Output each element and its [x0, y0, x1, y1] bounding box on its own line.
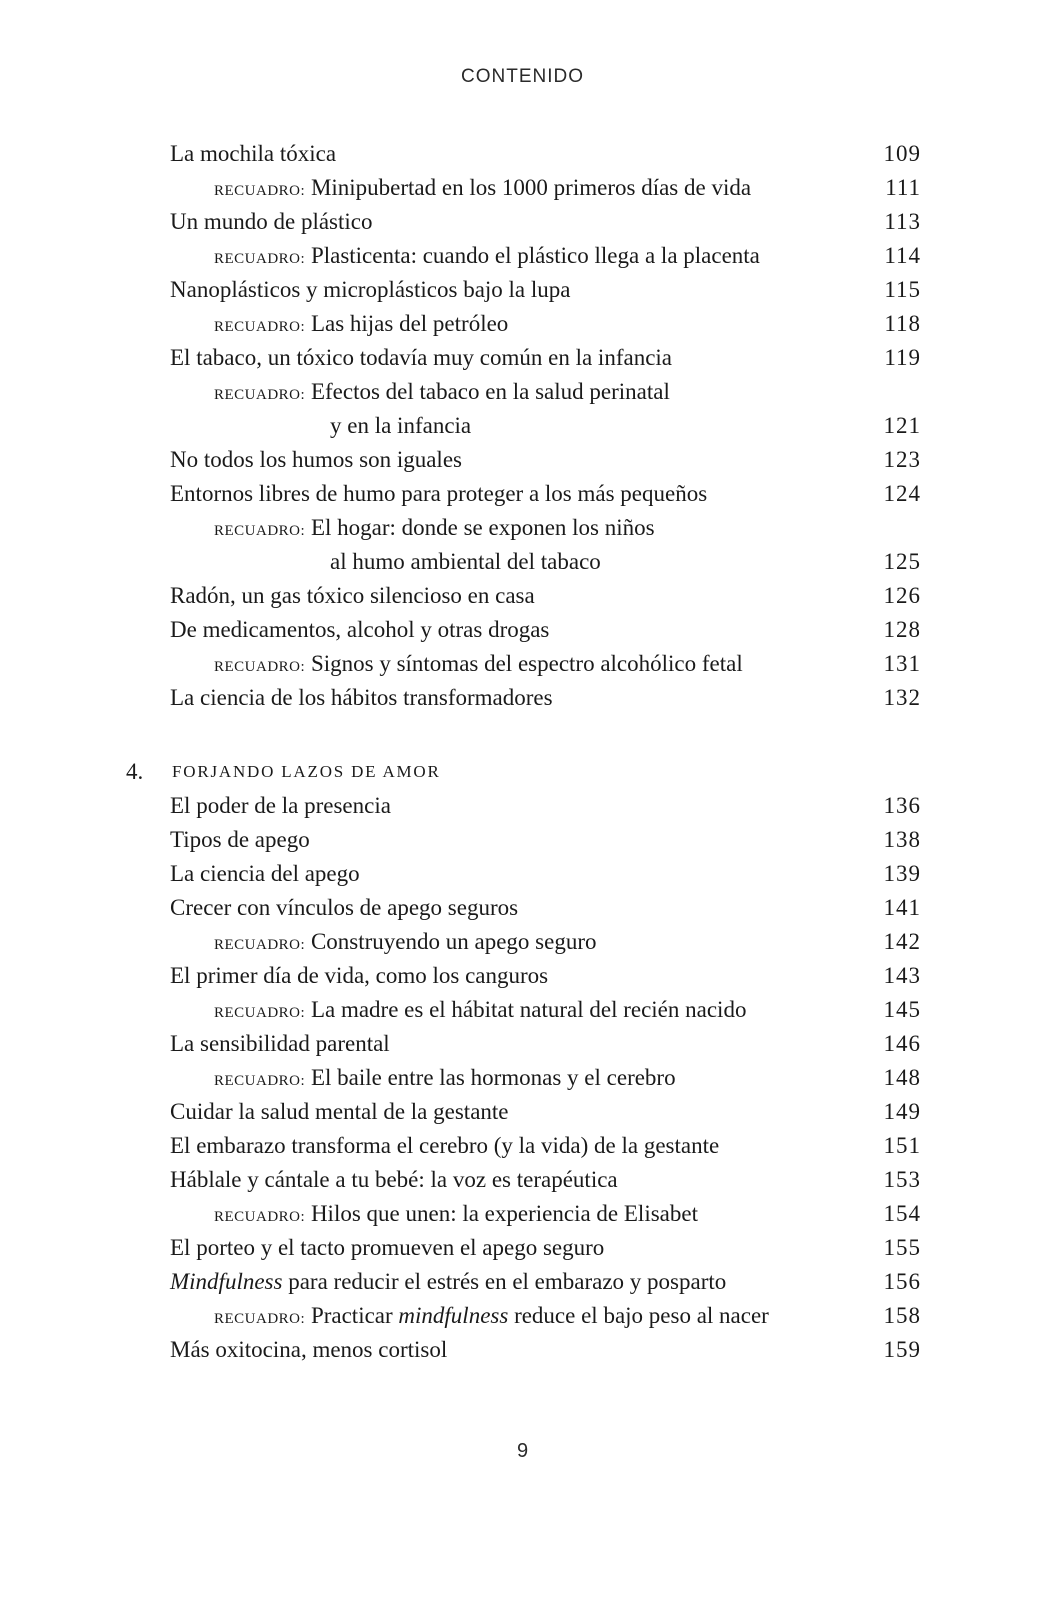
toc-page-number: 124 — [883, 481, 921, 506]
toc-entry-text — [170, 443, 462, 477]
toc-page-number: 131 — [883, 651, 921, 676]
toc-entry-text — [170, 1129, 719, 1163]
toc-entry-title: La mochila tóxica — [170, 141, 337, 166]
toc-entry-title: Practicar — [310, 1303, 399, 1328]
toc-entry-text — [170, 613, 549, 647]
toc-entry — [0, 1095, 1045, 1129]
toc-box-entry — [0, 307, 1045, 341]
toc-entry-text — [330, 409, 471, 443]
page-number: 9 — [516, 1440, 529, 1462]
toc-entry — [0, 613, 1045, 647]
toc-entry-title: Más oxitocina, menos cortisol — [170, 1337, 448, 1362]
toc-entry-title: El hogar: donde se exponen los niños — [310, 515, 655, 540]
toc-box-entry — [0, 1061, 1045, 1095]
toc-entry-title: La ciencia de los hábitos transformadores — [170, 685, 553, 710]
toc-entry-title: El poder de la presencia — [170, 793, 391, 818]
toc-entry-title: y en la infancia — [330, 413, 472, 438]
toc-entry — [0, 681, 1045, 715]
box-label: RECUADRO: — [214, 183, 306, 199]
toc-entry-text — [214, 1299, 769, 1336]
toc-entry-text — [214, 925, 596, 962]
toc-entry — [0, 1231, 1045, 1265]
toc-entry — [0, 1333, 1045, 1367]
toc-page-number: 125 — [883, 549, 921, 574]
toc-entry-text — [170, 1265, 726, 1299]
toc-page-number: 141 — [883, 895, 921, 920]
table-of-contents — [0, 137, 1045, 1367]
toc-entry-text — [170, 1333, 447, 1367]
toc-entry-title: Radón, un gas tóxico silencioso en casa — [170, 583, 535, 608]
toc-entry-text — [170, 273, 571, 307]
toc-page-number: 111 — [885, 175, 921, 200]
toc-box-entry — [0, 925, 1045, 959]
toc-entry-text — [170, 823, 310, 857]
box-label: RECUADRO: — [214, 937, 306, 953]
toc-entry — [0, 857, 1045, 891]
toc-entry — [0, 1027, 1045, 1061]
toc-entry-text — [214, 239, 760, 276]
toc-page-number: 132 — [883, 685, 921, 710]
box-label: RECUADRO: — [214, 319, 306, 335]
toc-entry-title: De medicamentos, alcohol y otras drogas — [170, 617, 550, 642]
toc-box-entry — [0, 171, 1045, 205]
toc-entry — [0, 579, 1045, 613]
toc-entry — [0, 1163, 1045, 1197]
toc-page-number: 115 — [884, 277, 921, 302]
toc-entry-title: El embarazo transforma el cerebro (y la vida) de la gestante — [170, 1133, 720, 1158]
toc-box-entry — [0, 647, 1045, 681]
toc-entry — [0, 1265, 1045, 1299]
toc-box-entry — [0, 1197, 1045, 1231]
toc-entry-text — [214, 375, 670, 412]
toc-page-number: 138 — [883, 827, 921, 852]
toc-page-number: 151 — [883, 1133, 921, 1158]
toc-entry-title: El porteo y el tacto promueven el apego seguro — [170, 1235, 605, 1260]
toc-entry-title: Hilos que unen: la experiencia de Elisabet — [310, 1201, 698, 1226]
running-head: CONTENIDO — [461, 66, 584, 87]
toc-page-number: 146 — [883, 1031, 921, 1056]
toc-entry-text — [170, 959, 548, 993]
box-label: RECUADRO: — [214, 523, 306, 539]
toc-entry-text — [330, 545, 601, 579]
toc-entry-title: Signos y síntomas del espectro alcohólico fetal — [310, 651, 743, 676]
toc-entry-continuation — [0, 409, 1045, 443]
toc-entry-title: La ciencia del apego — [170, 861, 360, 886]
toc-entry — [0, 341, 1045, 375]
toc-page-number: 126 — [883, 583, 921, 608]
toc-entry-text — [214, 171, 751, 208]
toc-page-number: 113 — [884, 209, 921, 234]
toc-entry-title: Efectos del tabaco en la salud perinatal — [310, 379, 670, 404]
toc-entry — [0, 891, 1045, 925]
toc-entry — [0, 205, 1045, 239]
toc-page-number: 158 — [883, 1303, 921, 1328]
toc-entry-text — [170, 579, 535, 613]
toc-page-number: 118 — [884, 311, 921, 336]
toc-page-number: 145 — [883, 997, 921, 1022]
toc-page-number: 149 — [883, 1099, 921, 1124]
toc-page-number: 119 — [884, 345, 921, 370]
toc-entry-title: Tipos de apego — [170, 827, 310, 852]
toc-page-number: 153 — [883, 1167, 921, 1192]
toc-entry-title-rest: para reducir el estrés en el embarazo y posparto — [282, 1269, 727, 1294]
toc-page-number: 148 — [883, 1065, 921, 1090]
toc-entry-title: El baile entre las hormonas y el cerebro — [310, 1065, 676, 1090]
toc-entry-title: Construyendo un apego seguro — [310, 929, 597, 954]
box-label: RECUADRO: — [214, 251, 306, 267]
toc-page-number: 156 — [883, 1269, 921, 1294]
toc-entry-title: Un mundo de plástico — [170, 209, 373, 234]
toc-entry — [0, 273, 1045, 307]
toc-box-entry — [0, 375, 1045, 409]
toc-entry-title: Las hijas del petróleo — [310, 311, 509, 336]
toc-page-number: 139 — [883, 861, 921, 886]
toc-entry-text — [214, 511, 655, 548]
toc-entry — [0, 1129, 1045, 1163]
chapter-heading — [0, 755, 1045, 789]
toc-page-number: 121 — [883, 413, 921, 438]
toc-entry — [0, 477, 1045, 511]
toc-entry-text — [170, 857, 360, 891]
toc-entry — [0, 443, 1045, 477]
section-gap — [0, 715, 1045, 755]
toc-entry-text — [214, 307, 508, 344]
toc-entry-text — [170, 1163, 618, 1197]
toc-entry-title: Plasticenta: cuando el plástico llega a la placenta — [310, 243, 760, 268]
toc-page-number: 136 — [883, 793, 921, 818]
toc-entry — [0, 789, 1045, 823]
toc-box-entry — [0, 511, 1045, 545]
toc-entry-text — [214, 647, 743, 684]
toc-entry-text — [170, 1027, 390, 1061]
toc-entry-title: La madre es el hábitat natural del recién nacido — [310, 997, 747, 1022]
box-label: RECUADRO: — [214, 1073, 306, 1089]
toc-page-number: 114 — [884, 243, 921, 268]
toc-entry-italic: Mindfulness — [170, 1269, 283, 1294]
toc-list-top — [0, 137, 1045, 715]
toc-box-entry — [0, 239, 1045, 273]
toc-entry-continuation — [0, 545, 1045, 579]
toc-entry-title: al humo ambiental del tabaco — [330, 549, 601, 574]
toc-entry-text — [214, 1197, 698, 1234]
toc-page-number: 143 — [883, 963, 921, 988]
box-label: RECUADRO: — [214, 1209, 306, 1225]
toc-page-number: 155 — [883, 1235, 921, 1260]
toc-entry-title: Entornos libres de humo para proteger a los más pequeños — [170, 481, 708, 506]
box-label: RECUADRO: — [214, 1311, 306, 1327]
toc-list-chapter — [0, 789, 1045, 1367]
toc-page-number: 154 — [883, 1201, 921, 1226]
toc-entry — [0, 137, 1045, 171]
toc-entry-title: El tabaco, un tóxico todavía muy común en la infancia — [170, 345, 673, 370]
toc-entry-title: Háblale y cántale a tu bebé: la voz es terapéutica — [170, 1167, 618, 1192]
toc-entry-title: La sensibilidad parental — [170, 1031, 390, 1056]
toc-entry-text — [170, 681, 553, 715]
toc-page-number: 123 — [883, 447, 921, 472]
toc-page-number: 142 — [883, 929, 921, 954]
toc-page-number: 109 — [883, 141, 921, 166]
toc-entry-italic: mindfulness — [398, 1303, 509, 1328]
toc-box-entry — [0, 993, 1045, 1027]
toc-entry-text — [170, 137, 336, 171]
toc-box-entry — [0, 1299, 1045, 1333]
toc-entry-text — [214, 993, 746, 1030]
toc-entry-title: Nanoplásticos y microplásticos bajo la lupa — [170, 277, 571, 302]
chapter-number: 4. — [126, 759, 144, 784]
chapter-title: FORJANDO LAZOS DE AMOR — [172, 762, 441, 781]
toc-entry-text — [170, 1095, 509, 1129]
toc-entry-text — [170, 205, 373, 239]
toc-entry-text — [170, 891, 518, 925]
box-label: RECUADRO: — [214, 387, 306, 403]
toc-entry-title: El primer día de vida, como los canguros — [170, 963, 549, 988]
toc-entry-text — [170, 789, 391, 823]
toc-entry — [0, 959, 1045, 993]
toc-entry-text — [170, 1231, 604, 1265]
toc-entry-title: Crecer con vínculos de apego seguros — [170, 895, 519, 920]
toc-page-number: 159 — [883, 1337, 921, 1362]
toc-entry-text — [170, 477, 707, 511]
toc-entry-title: Minipubertad en los 1000 primeros días de vida — [310, 175, 752, 200]
toc-entry-title: Cuidar la salud mental de la gestante — [170, 1099, 509, 1124]
toc-entry-text — [170, 341, 672, 375]
toc-entry-text — [214, 1061, 676, 1098]
box-label: RECUADRO: — [214, 659, 306, 675]
toc-entry-title: No todos los humos son iguales — [170, 447, 462, 472]
toc-entry-title-rest: reduce el bajo peso al nacer — [508, 1303, 769, 1328]
toc-page-number: 128 — [883, 617, 921, 642]
box-label: RECUADRO: — [214, 1005, 306, 1021]
toc-entry — [0, 823, 1045, 857]
